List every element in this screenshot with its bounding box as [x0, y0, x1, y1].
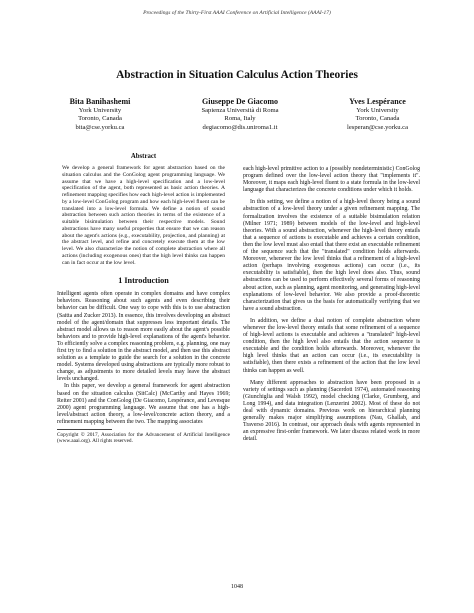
author-email: degiacomo@dis.uniroma1.it [202, 123, 278, 131]
author-affiliation: York University [78, 106, 122, 114]
author-affiliation: York University [356, 106, 399, 114]
intro-paragraph-2: In this paper, we develop a general framework for agent abstraction based on the situation calculus (SitCalc) (McCarthy and Hayes 1969; Reiter 2001) and the ConGolog (De Giacomo, Lespérance, and Levesque 2000) agent programming language. We assume that one has a high-level/abstract action theory, a low-level/concrete action theory, and a refinement mapping between the two. The mapping associates [57, 383, 230, 425]
right-column [243, 166, 420, 443]
right-paragraph-3: In addition, we define a dual notion of complete abstraction where whenever the low-level theory entails that some refinement of a sequence of high-level actions is executable and achieves a "translated" high-level condition, then the high level also entails that the action sequence is executable and the condition holds afterwards. Moreover, whenever the high level thinks that an action can occur (i.e., its executability is satisfiable), then there exists a refinement of the action that the low level thinks can happen as well. [243, 317, 420, 374]
paper-title: Abstraction in Situation Calculus Action Theories [116, 69, 358, 81]
author-block [40, 97, 434, 141]
footnote-rule [57, 429, 112, 430]
author-1 [50, 97, 150, 132]
author-email: bita@cse.yorku.ca [75, 123, 125, 131]
abstract-text: We develop a general framework for agent abstraction based on the situation calculus and the ConGolog agent programming language. We assume that we have a high-level specification and a low-level specification of the agent, both represented as basic action theories. A refinement mapping specifies how each high-level action is implemented by a low-level ConGolog program and how each high-level fluent can be translated into a low-level formula. We define a notion of sound abstraction between such action theories in terms of the existence of a suitable bisimulation between their respective models. Sound abstractions have many useful properties that ensure that we can reason about the agent's actions (e.g., executability, projection, and planning) at the abstract level, and refine and concretely execute them at the low level. We also characterize the notion of complete abstraction where all actions (including exogenous ones) that the high level thinks can happen can in fact occur at the low level. [62, 165, 225, 266]
author-location: Toronto, Canada [355, 115, 400, 123]
author-affiliation: Sapienza Università di Roma [201, 106, 279, 114]
author-location: Toronto, Canada [78, 115, 122, 123]
abstract-heading: Abstract [130, 153, 157, 160]
author-location: Roma, Italy [224, 115, 256, 123]
left-column [57, 153, 230, 445]
copyright-notice: Copyright © 2017, Association for the Advancement of Artificial Intelligence (www.aaai.org). All rights reserved. [57, 432, 230, 445]
section-heading-introduction: 1 Introduction [118, 276, 169, 286]
right-paragraph-4: Many different approaches to abstraction have been proposed in a variety of settings such as planning (Sacerdoti 1974), automated reasoning (Giunchiglia and Walsh 1992), model checking (Clarke, Grumberg, and Long 1994), and data integration (Lenzerini 2002). Most of these do not deal with dynamic domains. Previous work on hierarchical planning generally makes major simplifying assumptions (Nau, Ghallab, and Traverso 2016). In contrast, our approach deals with agents represented in an expressive first-order framework. We later discuss related work in more detail. [243, 379, 420, 443]
proceedings-header: Proceedings of the Thirty-First AAAI Conference on Artificial Intelligence (AAAI-17) [143, 10, 331, 16]
author-3 [325, 97, 430, 132]
author-name: Bita Banihashemi [69, 97, 131, 106]
right-paragraph-1: each high-level primitive action to a (possibly nondeterministic) ConGolog program defined over the low-level action theory that "implements it". Moreover, it maps each high-level fluent to a state formula in the low-level language that characterizes the concrete conditions under which it holds. [243, 166, 420, 194]
author-name: Giuseppe De Giacomo [202, 97, 278, 106]
author-name: Yves Lespérance [349, 97, 406, 106]
intro-paragraph-1: Intelligent agents often operate in complex domains and have complex behaviors. Reasoning about such agents and even describing their behavior can be difficult. One way to cope with this is to use abstraction (Saitta and Zucker 2013). In essence, this involves developing an abstract model of the agent/domain that suppresses less important details. The abstract model allows us to reason more easily about the agent's possible behaviors and to provide high-level explanations of the agent's behavior. To efficiently solve a complex reasoning problem, e.g. planning, one may first try to find a solution in the abstract model, and then use this abstract solution as a template to guide the search for a solution in the concrete model. Systems developed using abstractions are typically more robust to change, as adjustments to more detailed levels may leave the abstract levels unchanged. [57, 291, 230, 383]
author-email: lesperan@cse.yorku.ca [347, 123, 408, 131]
page-number: 1048 [231, 584, 243, 590]
author-2 [170, 97, 310, 132]
right-paragraph-2: In this setting, we define a notion of a high-level theory being a sound abstraction of a low-level theory under a given refinement mapping. The formalization involves the existence of a suitable bisimulation relation (Milner 1971; 1989) between models of the low-level and high-level theories. With a sound abstraction, whenever the high-level theory entails that a sequence of actions is executable and achieves a certain condition, then the low level must also entail that there exist an executable refinement of the sequence such that the "translated" condition holds afterwards. Moreover, whenever the low level thinks that a refinement of a high-level action (perhaps involving exogenous actions) can occur (i.e., its executability is satisfiable), then the high level does also. Thus, sound abstractions can be used to perform effectively several forms of reasoning about action, such as planning, agent monitoring, and generating high-level explanations of low-level behavior. We also provide a proof-theoretic characterization that gives us the basis for automatically verifying that we have a sound abstraction. [243, 199, 420, 312]
